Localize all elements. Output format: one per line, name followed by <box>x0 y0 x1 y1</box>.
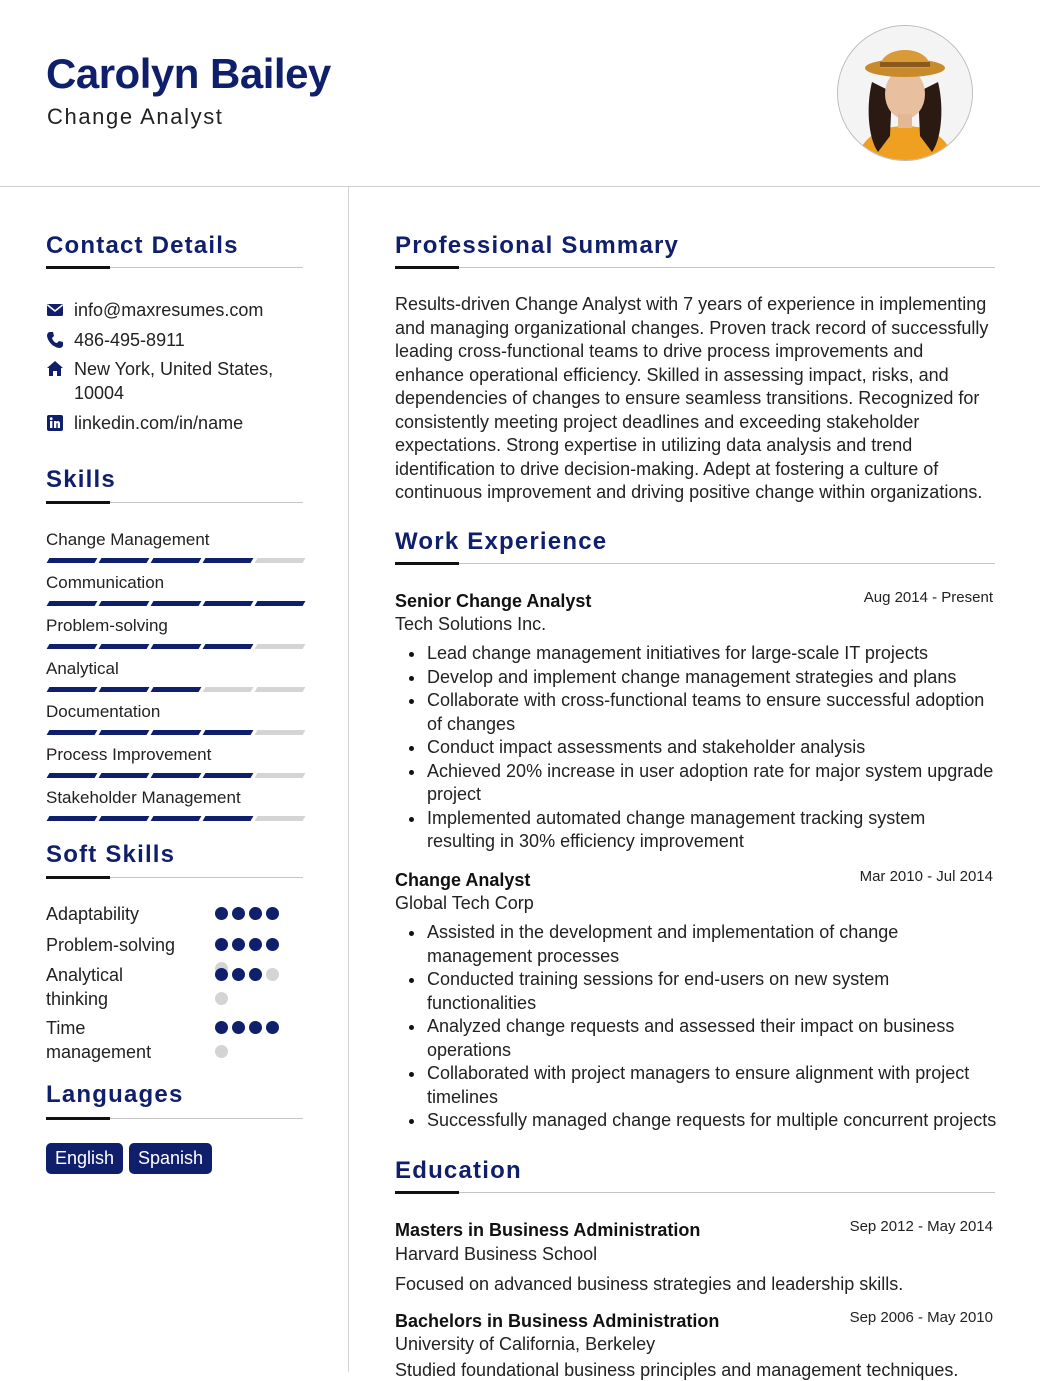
skill-level-segment <box>255 558 306 563</box>
soft-skill-dot <box>249 1021 262 1034</box>
education-description: Studied foundational business principles and management techniques. <box>395 1360 959 1380</box>
list-item: Achieved 20% increase in user adoption rate for major system upgrade project <box>395 760 997 807</box>
skill-name: Problem-solving <box>46 616 168 635</box>
soft-skill-name: Adaptability <box>46 904 140 924</box>
soft-skill-dot <box>266 938 279 951</box>
soft-skill-name: Analytical thinking <box>46 965 124 1009</box>
section-accent <box>46 876 110 879</box>
soft-skill-dot <box>232 907 245 920</box>
skill-level-segment <box>99 773 150 778</box>
list-item: Conduct impact assessments and stakeholder analysis <box>395 736 997 760</box>
section-accent <box>395 562 459 565</box>
contact-phone-text: 486-495-8911 <box>74 330 185 350</box>
skill-level-segment <box>151 730 202 735</box>
list-item: Analyzed change requests and assessed their impact on business operations <box>395 1015 997 1062</box>
skill-level-segment <box>99 816 150 821</box>
section-accent <box>395 266 459 269</box>
skill-level-segment <box>99 687 150 692</box>
skill-level-segment <box>151 816 202 821</box>
skill-level-segment <box>203 687 254 692</box>
skill-name: Analytical <box>46 659 119 678</box>
education-dates: Sep 2006 - May 2010 <box>849 1309 993 1326</box>
section-divider <box>395 563 995 564</box>
skill-level-segment <box>47 644 98 649</box>
soft-skill-dot <box>215 1021 228 1034</box>
section-divider <box>395 1192 995 1193</box>
skill-level-segment <box>203 601 254 606</box>
skill-level-segment <box>255 730 306 735</box>
soft-skill-dot <box>249 938 262 951</box>
job-dates: Aug 2014 - Present <box>863 589 993 606</box>
contact-section-title: Contact Details <box>46 232 239 259</box>
job-title: Change Analyst <box>395 870 531 890</box>
soft-skill-dot <box>232 1021 245 1034</box>
soft-skill-name: Time management <box>46 1018 152 1062</box>
soft-skill-dot <box>215 1045 228 1058</box>
language-badge: English <box>46 1143 123 1174</box>
school-name: Harvard Business School <box>395 1244 598 1264</box>
list-item: Collaborate with cross-functional teams to ensure successful adoption of changes <box>395 689 997 736</box>
degree-title: Bachelors in Business Administration <box>395 1311 720 1331</box>
contact-address-text: New York, United States, 10004 <box>74 359 274 403</box>
skill-level-segment <box>255 644 306 649</box>
skill-level-segment <box>203 773 254 778</box>
list-item: Conducted training sessions for end-users on new system functionalities <box>395 968 997 1015</box>
skill-name: Communication <box>46 573 165 592</box>
profile-photo <box>837 25 973 161</box>
soft-skill-dot <box>232 938 245 951</box>
skill-name: Process Improvement <box>46 745 212 764</box>
skill-level-segment <box>47 816 98 821</box>
skill-level-segment <box>47 730 98 735</box>
summary-text: Results-driven Change Analyst with 7 years of experience in implementing and managing organizational changes. Proven track record of successfully leading cross-functional teams to drive process improvements and enhance operational efficiency. Skilled in assessing impact, risks, and dependencies of changes to ensure seamless transitions. Recognized for consistently meeting project deadlines and exceeding stakeholder expectations. Strong expertise in utilizing data analysis and trend identification to drive decision-making. Adept at fostering a culture of continuous improvement and driving positive change within organizations. <box>395 294 989 502</box>
envelope-icon <box>46 301 64 319</box>
skills-section-title: Skills <box>46 466 116 493</box>
skill-level-segment <box>203 558 254 563</box>
job-dates: Mar 2010 - Jul 2014 <box>859 868 993 885</box>
degree-title: Masters in Business Administration <box>395 1220 701 1240</box>
list-item: Develop and implement change management strategies and plans <box>395 666 997 690</box>
candidate-name: Carolyn Bailey <box>46 50 331 97</box>
skill-level-bar <box>46 730 302 735</box>
skill-level-segment <box>255 816 306 821</box>
contact-linkedin-text: linkedin.com/in/name <box>74 413 244 433</box>
job-bullets <box>395 921 997 1133</box>
soft-skill-dot <box>249 907 262 920</box>
list-item: Successfully managed change requests for multiple concurrent projects <box>395 1109 997 1133</box>
section-divider <box>395 267 995 268</box>
section-accent <box>46 1117 110 1120</box>
list-item: Lead change management initiatives for large-scale IT projects <box>395 642 997 666</box>
skill-level-segment <box>151 773 202 778</box>
skill-level-segment <box>47 773 98 778</box>
linkedin-icon <box>46 414 64 432</box>
skill-level-segment <box>255 601 306 606</box>
skill-name: Change Management <box>46 530 210 549</box>
soft-skill-dot <box>215 992 228 1005</box>
skill-level-segment <box>151 558 202 563</box>
skill-name: Stakeholder Management <box>46 788 241 807</box>
skill-level-bar <box>46 816 302 821</box>
job-company: Tech Solutions Inc. <box>395 614 547 634</box>
section-accent <box>46 501 110 504</box>
education-dates: Sep 2012 - May 2014 <box>849 1218 993 1235</box>
section-accent <box>46 266 110 269</box>
job-title: Senior Change Analyst <box>395 591 592 611</box>
phone-icon <box>46 331 64 349</box>
skill-level-segment <box>203 816 254 821</box>
soft-skill-dot <box>215 907 228 920</box>
contact-email-text: info@maxresumes.com <box>74 300 264 320</box>
skill-name: Documentation <box>46 702 161 721</box>
resume-header <box>0 0 1040 187</box>
skill-level-bar <box>46 601 302 606</box>
skill-level-segment <box>47 601 98 606</box>
soft-skill-dot <box>215 968 228 981</box>
soft-skill-dot <box>266 907 279 920</box>
skill-level-segment <box>255 773 306 778</box>
skill-level-segment <box>99 644 150 649</box>
skill-level-bar <box>46 558 302 563</box>
skill-level-bar <box>46 773 302 778</box>
skill-level-segment <box>47 558 98 563</box>
languages-section-title: Languages <box>46 1081 184 1108</box>
skill-level-segment <box>203 644 254 649</box>
skill-level-segment <box>99 730 150 735</box>
language-badge: Spanish <box>129 1143 212 1174</box>
school-name: University of California, Berkeley <box>395 1334 656 1354</box>
list-item: Collaborated with project managers to ensure alignment with project timelines <box>395 1062 997 1109</box>
experience-section-title: Work Experience <box>395 528 608 555</box>
column-divider <box>348 187 349 1372</box>
job-company: Global Tech Corp <box>395 893 534 913</box>
home-icon <box>46 360 64 378</box>
skill-level-bar <box>46 687 302 692</box>
skill-level-segment <box>99 601 150 606</box>
soft-skill-dot <box>215 938 228 951</box>
job-bullets <box>395 642 997 854</box>
list-item: Assisted in the development and implementation of change management processes <box>395 921 997 968</box>
list-item: Implemented automated change management tracking system resulting in 30% efficiency improvement <box>395 807 997 854</box>
soft-skill-dot <box>232 968 245 981</box>
candidate-role: Change Analyst <box>47 104 224 129</box>
skill-level-segment <box>151 687 202 692</box>
soft-skill-dot <box>266 968 279 981</box>
skill-level-segment <box>255 687 306 692</box>
education-description: Focused on advanced business strategies and leadership skills. <box>395 1274 904 1294</box>
summary-section-title: Professional Summary <box>395 232 680 259</box>
skill-level-segment <box>47 687 98 692</box>
skill-level-segment <box>151 644 202 649</box>
section-accent <box>395 1191 459 1194</box>
soft-skill-dot <box>266 1021 279 1034</box>
skill-level-bar <box>46 644 302 649</box>
skill-level-segment <box>99 558 150 563</box>
soft-skill-dot <box>249 968 262 981</box>
skill-level-segment <box>203 730 254 735</box>
skill-level-segment <box>151 601 202 606</box>
soft-skills-section-title: Soft Skills <box>46 841 176 868</box>
soft-skill-name: Problem-solving <box>46 935 176 955</box>
education-section-title: Education <box>395 1157 522 1184</box>
